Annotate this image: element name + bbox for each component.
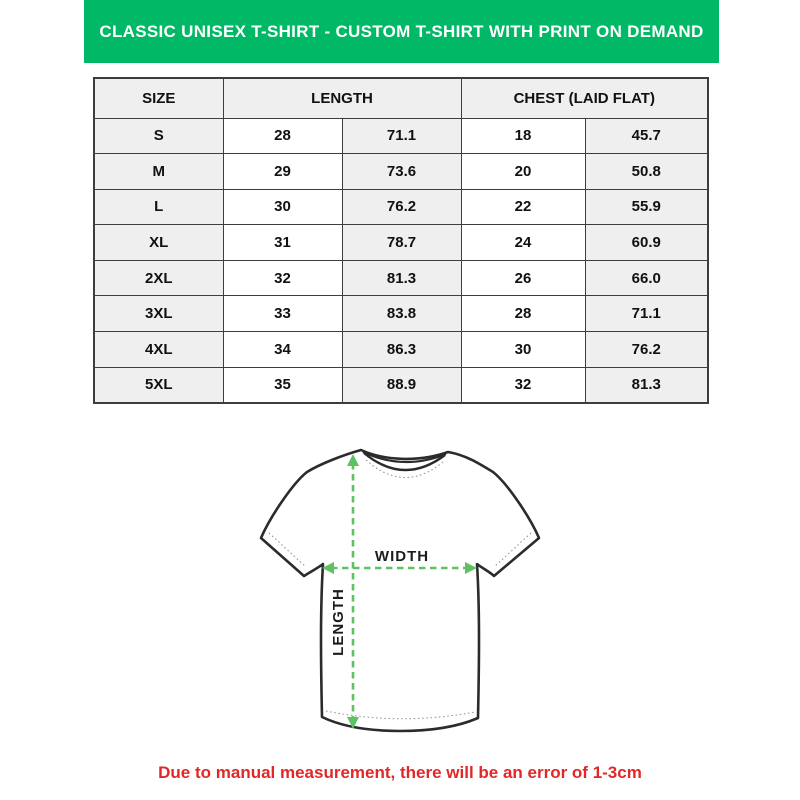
size-cell: 2XL [94,260,223,296]
chest-in-cell: 30 [461,332,585,368]
length-cm-cell: 86.3 [342,332,461,368]
table-row [94,225,708,261]
tshirt-outline [261,450,539,731]
size-cell: 5XL [94,367,223,403]
chest-cm-cell: 45.7 [585,118,708,154]
length-in-cell: 33 [223,296,342,332]
chest-cm-cell: 76.2 [585,332,708,368]
table-row [94,118,708,154]
table-row [94,332,708,368]
length-cm-cell: 73.6 [342,154,461,190]
header-size: SIZE [94,78,223,118]
length-in-cell: 32 [223,260,342,296]
table-header-row [94,78,708,118]
chest-cm-cell: 81.3 [585,367,708,403]
header-length: LENGTH [223,78,461,118]
chest-in-cell: 24 [461,225,585,261]
size-cell: 4XL [94,332,223,368]
chest-in-cell: 32 [461,367,585,403]
length-cm-cell: 78.7 [342,225,461,261]
chest-cm-cell: 60.9 [585,225,708,261]
size-cell: 3XL [94,296,223,332]
header-chest: CHEST (LAID FLAT) [461,78,708,118]
measurement-error-note: Due to manual measurement, there will be an error of 1-3cm [158,763,642,782]
chest-in-cell: 26 [461,260,585,296]
chest-cm-cell: 66.0 [585,260,708,296]
table-row [94,260,708,296]
chest-cm-cell: 71.1 [585,296,708,332]
width-label: WIDTH [374,548,430,565]
chest-in-cell: 18 [461,118,585,154]
size-cell: XL [94,225,223,261]
size-cell: L [94,189,223,225]
length-in-cell: 29 [223,154,342,190]
chest-cm-cell: 50.8 [585,154,708,190]
chest-in-cell: 28 [461,296,585,332]
length-in-cell: 31 [223,225,342,261]
length-cm-cell: 83.8 [342,296,461,332]
length-label: LENGTH [330,588,347,656]
table-row [94,296,708,332]
banner-title: CLASSIC UNISEX T-SHIRT - CUSTOM T-SHIRT WITH PRINT ON DEMAND [99,21,704,41]
size-chart-table [93,77,709,404]
size-cell: M [94,154,223,190]
chest-in-cell: 22 [461,189,585,225]
table-row [94,154,708,190]
banner [84,0,719,63]
length-in-cell: 35 [223,367,342,403]
table-row [94,189,708,225]
length-in-cell: 28 [223,118,342,154]
tshirt-measurement-diagram [240,440,560,760]
length-cm-cell: 76.2 [342,189,461,225]
length-in-cell: 30 [223,189,342,225]
length-cm-cell: 88.9 [342,367,461,403]
chest-cm-cell: 55.9 [585,189,708,225]
length-cm-cell: 81.3 [342,260,461,296]
length-in-cell: 34 [223,332,342,368]
size-cell: S [94,118,223,154]
length-cm-cell: 71.1 [342,118,461,154]
chest-in-cell: 20 [461,154,585,190]
table-row [94,367,708,403]
